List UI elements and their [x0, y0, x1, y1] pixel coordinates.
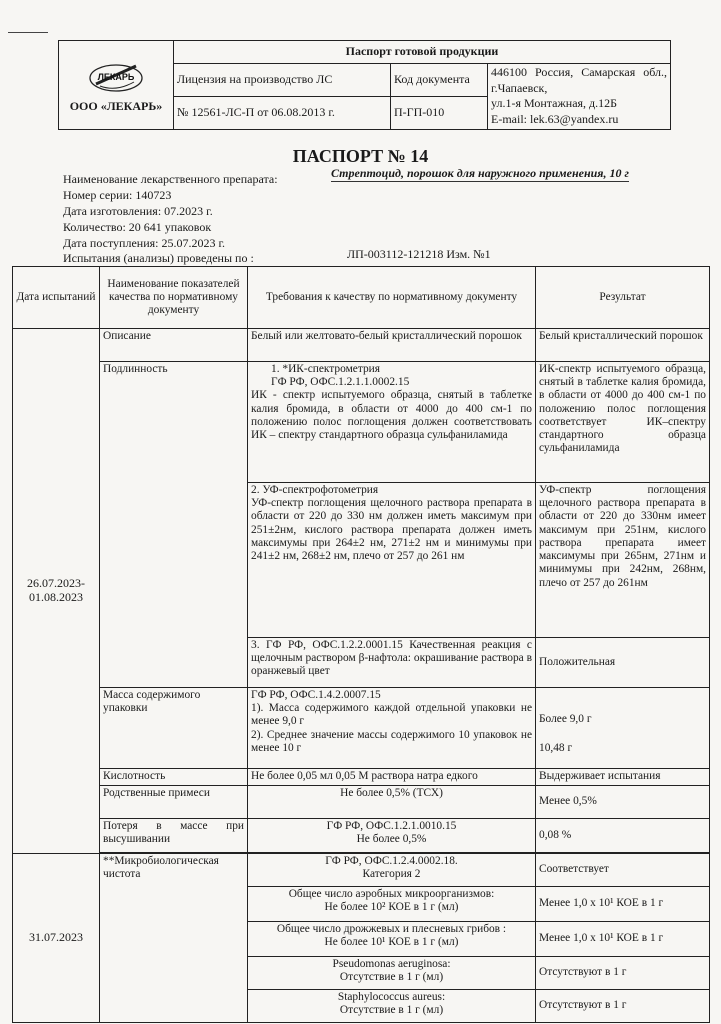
row-requirement: [248, 362, 536, 483]
row-requirement: [248, 957, 536, 990]
mass-res-1: Более 9,0 г: [539, 713, 592, 725]
ir-spec-text: ИК - спектр испытуемого образца, снятый в таблетке калия бромида, в области от 4000 до 400 см-1 по положению полос поглощения должен соответствовать ИК – спектру стандартного образца сульфаниламида: [251, 389, 532, 442]
row-requirement: [248, 990, 536, 1023]
row-name: Подлинность: [100, 362, 248, 688]
license-label: Лицензия на производство ЛС: [174, 63, 391, 96]
row-result: УФ-спектр поглощения щелочного раствора препарата в области от 220 до 330нм имеет максимум при 251нм, кислого раствора препарата имеет максимумы при 265нм, 271нм и минимумы при 242нм, 268нм, плечо от 257 до 261нм: [536, 483, 710, 638]
header-table: [58, 40, 671, 130]
company-name: ООО «ЛЕКАРЬ»: [69, 98, 163, 113]
row-requirement: [248, 688, 536, 769]
row-requirement: [248, 483, 536, 638]
uv-spec-text: УФ-спектр поглощения щелочного раствора препарата в области от 220 до 330 нм должен иметь максимум при 251±2нм, кислого раствора препарата должен иметь максимумы при 264±2 нм, 271±2 нм и минимумы при 241±2 нм, 268±2 нм, плечо от 257 до 261 нм: [251, 497, 532, 563]
logo-text: ЛЕКАРЬ: [97, 72, 135, 83]
series-number: Номер серии: 140723: [63, 188, 172, 202]
manufacture-date: Дата изготовления: 07.2023 г.: [63, 204, 213, 218]
drying-ref: ГФ РФ, ОФС.1.2.1.0010.15: [326, 820, 457, 832]
date-group-1: 26.07.2023-01.08.2023: [13, 329, 100, 854]
row-name: Потеря в массе при высушивании: [100, 819, 248, 853]
address-cell: [488, 63, 671, 129]
date-group-2: 31.07.2023: [13, 854, 100, 1023]
row-name: Кислотность: [100, 769, 248, 786]
quantity: Количество: 20 641 упаковок: [63, 220, 212, 234]
row-result: Менее 1,0 х 10¹ КОЕ в 1 г: [536, 922, 710, 957]
header-date: Дата испытаний: [13, 267, 100, 329]
mass-res-2: 10,48 г: [539, 742, 573, 755]
aerobic-req-a: Общее число аэробных микроорганизмов:: [288, 888, 495, 900]
pseudo-req-a: Pseudomonas aeruginosa:: [332, 958, 451, 970]
doc-title: Паспорт готовой продукции: [174, 41, 671, 64]
code-value: П-ГП-010: [391, 96, 488, 129]
row-requirement: [248, 819, 536, 853]
header-requirement: Требования к качеству по нормативному документу: [248, 267, 536, 329]
tests-value: ЛП-003112-121218 Изм. №1: [347, 247, 491, 261]
row-name: Масса содержимого упаковки: [100, 688, 248, 769]
mass-req-1: 1). Масса содержимого каждой отдельной упаковки не менее 9,0 г: [251, 702, 532, 728]
drug-value: Стрептоцид, порошок для наружного применения, 10 г: [331, 166, 629, 180]
row-result: Выдерживает испытания: [536, 769, 710, 786]
company-cell: [59, 41, 174, 130]
mass-ref: ГФ РФ, ОФС.1.4.2.0007.15: [251, 689, 381, 701]
row-requirement: [248, 922, 536, 957]
header-indicator: Наименование показателей качества по нормативному документу: [100, 267, 248, 329]
header-result: Результат: [536, 267, 710, 329]
micro-ref: ГФ РФ, ОФС.1.2.4.0002.18.: [325, 855, 458, 867]
row-result: 0,08 %: [536, 819, 710, 853]
aerobic-req-b: Не более 10² КОЕ в 1 г (мл): [324, 901, 459, 914]
company-logo-icon: [86, 56, 146, 96]
ir-spec-title: 1. *ИК-спектрометрия: [271, 363, 380, 375]
row-result: Белый кристаллический порошок: [536, 329, 710, 362]
ir-spec-ref: ГФ РФ, ОФС.1.2.1.1.0002.15: [271, 376, 410, 389]
address-line2: ул.1-я Монтажная, д.12Б: [491, 96, 618, 111]
uv-spec-title: 2. УФ-спектрофотометрия: [251, 484, 379, 496]
row-result: Положительная: [536, 638, 710, 688]
email: E-mail: lek.63@yandex.ru: [491, 112, 619, 126]
row-name: **Микробиологическая чистота: [100, 854, 248, 1023]
row-result: [536, 688, 710, 769]
mass-req-2: 2). Среднее значение массы содержимого 10 упаковок не менее 10 г: [251, 728, 532, 754]
tests-label: Испытания (анализы) проведены по :: [63, 251, 254, 265]
row-result: Менее 1,0 х 10¹ КОЕ в 1 г: [536, 887, 710, 922]
passport-title: ПАСПОРТ № 14: [292, 146, 429, 166]
row-name: Описание: [100, 329, 248, 362]
row-requirement: 3. ГФ РФ, ОФС.1.2.2.0001.15 Качественная реакция с щелочным раствором β-нафтола: окрашивание раствора в оранжевый цвет: [248, 638, 536, 688]
micro-cat: Категория 2: [362, 868, 421, 881]
row-requirement: Белый или желтовато-белый кристаллический порошок: [248, 329, 536, 362]
drug-label: Наименование лекарственного препарата:: [63, 172, 278, 186]
row-name: Родственные примеси: [100, 786, 248, 819]
staph-req-b: Отсутствие в 1 г (мл): [339, 1004, 444, 1017]
row-result: Соответствует: [536, 854, 710, 887]
drying-req: Не более 0,5%: [356, 833, 427, 846]
code-label: Код документа: [391, 63, 488, 96]
row-result: Отсутствуют в 1 г: [536, 957, 710, 990]
fungi-req-a: Общее число дрожжевых и плесневых грибов :: [276, 923, 507, 935]
row-requirement: [248, 854, 536, 887]
staph-req-a: Staphylococcus aureus:: [337, 991, 446, 1003]
row-result: Менее 0,5%: [536, 786, 710, 819]
receipt-date: Дата поступления: 25.07.2023 г.: [63, 236, 226, 250]
row-result: ИК-спектр испытуемого образца, снятый в таблетке калия бромида, в области от 4000 до 400 см-1 по положению полос поглощения соответствует ИК–спектру стандартного образца сульфаниламида: [536, 362, 710, 483]
row-requirement: Не более 0,05 мл 0,05 М раствора натра едкого: [248, 769, 536, 786]
row-requirement: Не более 0,5% (ТСХ): [248, 786, 536, 819]
fungi-req-b: Не более 10¹ КОЕ в 1 г (мл): [324, 936, 459, 949]
scan-mark: [8, 32, 48, 33]
license-value: № 12561-ЛС-П от 06.08.2013 г.: [174, 96, 391, 129]
quality-table: [12, 266, 710, 1023]
pseudo-req-b: Отсутствие в 1 г (мл): [339, 971, 444, 984]
row-result: Отсутствуют в 1 г: [536, 990, 710, 1023]
row-requirement: [248, 887, 536, 922]
address-line1: 446100 Россия, Самарская обл., г.Чапаевск,: [491, 65, 667, 95]
